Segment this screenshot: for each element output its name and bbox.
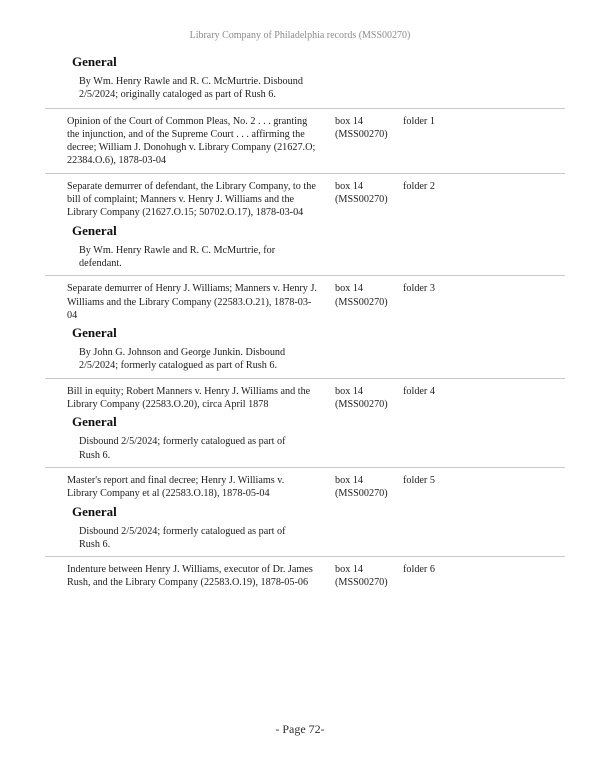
box-collection-id: (MSS00270): [335, 577, 388, 589]
box-collection-id: (MSS00270): [335, 399, 388, 411]
box-label: box 14: [335, 283, 364, 295]
page-number: - Page 72-: [275, 722, 325, 736]
general-note-section: [45, 414, 565, 462]
general-note-text: By John G. Johnson and George Junkin. Disbound 2/5/2024; formerly catalogued as part of Rush 6.: [79, 347, 286, 372]
general-heading: General: [72, 414, 117, 430]
folder-entry: [45, 378, 565, 467]
general-note-section: [45, 223, 565, 271]
folder-label: folder 2: [403, 180, 435, 192]
box-column: [335, 115, 403, 168]
box-collection-id: (MSS00270): [335, 488, 388, 500]
general-note-text: By Wm. Henry Rawle and R. C. McMurtrie, for defendant.: [79, 244, 276, 269]
item-title: Separate demurrer of Henry J. Williams; Manners v. Henry J. Williams and the Library Company (22583.O.21), 1878-03-04: [67, 283, 317, 321]
item-title: Separate demurrer of defendant, the Library Company, to the bill of complaint; Manners v. Henry J. Williams and the Library Company (21627.O.15; 50702.O.17), 1878-03-04: [67, 180, 316, 219]
box-column: [335, 180, 403, 220]
general-note-text: By Wm. Henry Rawle and R. C. McMurtrie. Disbound 2/5/2024; originally cataloged as part of Rush 6.: [79, 76, 303, 101]
running-header: Library Company of Philadelphia records (MSS00270): [189, 30, 411, 41]
general-heading: General: [72, 325, 117, 341]
box-column: [335, 563, 403, 590]
box-column: [335, 282, 403, 322]
item-title: Bill in equity; Robert Manners v. Henry J. Williams and the Library Company (22583.O.20), circa April 1878: [67, 385, 311, 411]
item-title: Opinion of the Court of Common Pleas, No. 2 . . . granting the injunction, and of the Supreme Court . . . affirming the decree; William J. Donohugh v. Library Company (21627.O; 22384.O.6), 1878-03-04: [67, 115, 316, 167]
entry-row: [45, 180, 565, 220]
folder-label: folder 1: [403, 115, 435, 127]
folder-label: folder 3: [403, 283, 435, 295]
item-title: Indenture between Henry J. Williams, executor of Dr. James Rush, and the Library Company (22583.O.19), 1878-05-06: [67, 564, 313, 589]
entry-row: [45, 474, 565, 501]
general-heading: General: [72, 222, 117, 238]
box-collection-id: (MSS00270): [335, 128, 388, 140]
entry-row: [45, 115, 565, 168]
entry-row: [45, 385, 565, 412]
folder-entry: [45, 275, 565, 377]
folder-entry: [45, 556, 565, 595]
box-label: box 14: [335, 115, 364, 127]
general-note-text: Disbound 2/5/2024; formerly catalogued as part of Rush 6.: [79, 436, 286, 461]
general-note-section: [45, 325, 565, 373]
folder-entry: [45, 467, 565, 556]
box-label: box 14: [335, 474, 364, 486]
box-label: box 14: [335, 180, 364, 192]
folder-label: folder 6: [403, 564, 435, 576]
box-column: [335, 474, 403, 501]
folder-entry: [45, 108, 565, 173]
folder-label: folder 4: [403, 385, 435, 397]
item-title: Master's report and final decree; Henry J. Williams v. Library Company et al (22583.O.18), 1878-05-04: [67, 474, 285, 500]
general-heading: General: [72, 54, 117, 69]
entry-row: [45, 282, 565, 322]
box-collection-id: (MSS00270): [335, 296, 388, 308]
folder-entry: [45, 173, 565, 275]
general-note-text: Disbound 2/5/2024; formerly catalogued as part of Rush 6.: [79, 525, 286, 550]
general-note-section: [45, 504, 565, 552]
general-heading: General: [72, 503, 117, 519]
box-label: box 14: [335, 564, 364, 576]
general-note-section: [45, 54, 565, 102]
box-column: [335, 385, 403, 412]
folder-label: folder 5: [403, 474, 435, 486]
entry-row: [45, 563, 565, 590]
box-label: box 14: [335, 385, 364, 397]
box-collection-id: (MSS00270): [335, 194, 388, 206]
